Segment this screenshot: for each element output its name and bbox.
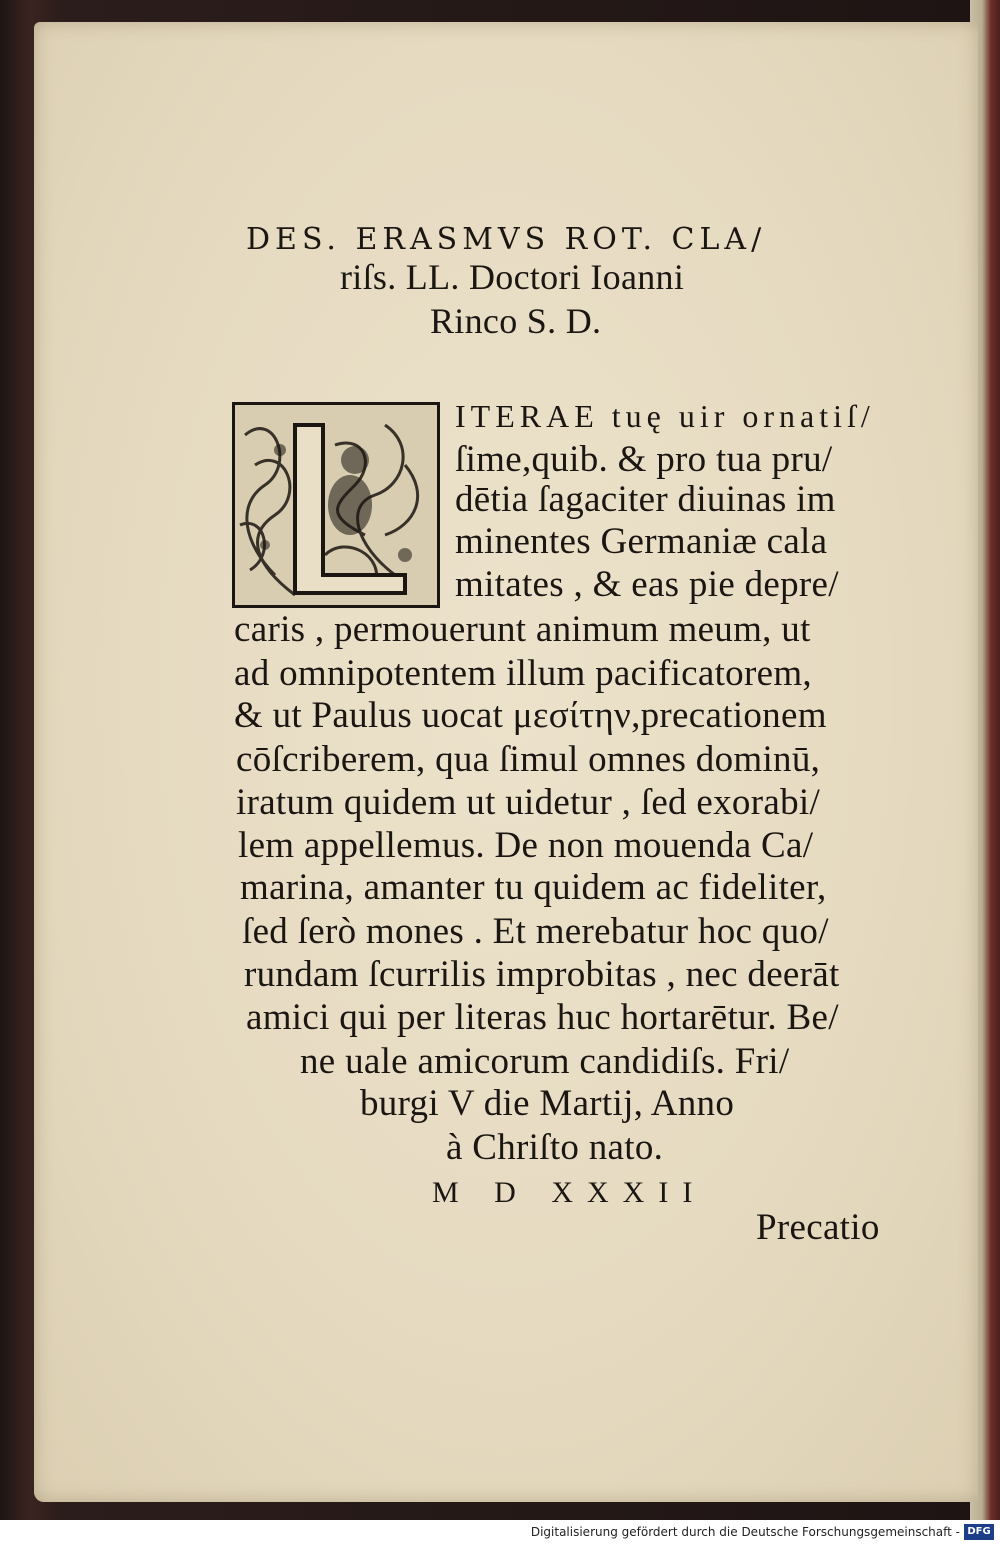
date-year: M D XXXII xyxy=(432,1176,707,1209)
letter-line-14: rundam ſcurrilis improbitas , nec deerāt xyxy=(244,954,840,995)
letter-line-3: dētia ſagaciter diuinas im xyxy=(455,479,836,520)
decorated-initial xyxy=(232,402,440,608)
letter-line-2: ſime,quib. & pro tua pru/ xyxy=(455,439,833,480)
letter-line-1: ITERAE tuę uir ornatiſ/ xyxy=(455,398,875,434)
header-line-2: riſs. LL. Doctori Ioanni xyxy=(340,257,685,297)
letter-line-4: minentes Germaniæ cala xyxy=(455,521,828,562)
header-line-3: Rinco S. D. xyxy=(430,301,602,341)
woodcut-ornament-icon xyxy=(235,405,437,605)
header-line-1: DES. ERASMVS ROT. CLA/ xyxy=(246,222,767,257)
letter-line-12: marina, amanter tu quidem ac fideliter, xyxy=(240,867,827,908)
letter-line-16: ne uale amicorum candidiſs. Fri/ xyxy=(300,1041,790,1082)
dfg-logo-icon: DFG xyxy=(964,1524,994,1540)
letter-line-15: amici qui per literas huc hortarētur. Be/ xyxy=(246,997,839,1038)
letter-line-18: à Chriſto nato. xyxy=(446,1127,664,1168)
letter-line-13: ſed ſerò mones . Et merebatur hoc quo/ xyxy=(242,911,829,952)
letter-line-17: burgi V die Martij, Anno xyxy=(360,1083,735,1124)
letter-line-8: & ut Paulus uocat μεσίτην,precationem xyxy=(234,695,827,736)
letter-line-5: mitates , & eas pie depre/ xyxy=(455,564,839,605)
digitization-footer xyxy=(0,1520,1000,1547)
catchword: Precatio xyxy=(756,1207,880,1248)
letter-line-6: caris , permouerunt animum meum, ut xyxy=(234,609,811,650)
letter-line-10: iratum quidem ut uidetur , ſed exorabi/ xyxy=(236,782,821,823)
letter-line-7: ad omnipotentem illum pacificatorem, xyxy=(234,653,812,694)
letter-line-11: lem appellemus. De non mouenda Ca/ xyxy=(238,825,814,866)
funding-credit: Digitalisierung gefördert durch die Deutsche Forschungsgemeinschaft - xyxy=(530,1525,960,1539)
letter-line-9: cōſcriberem, qua ſimul omnes dominū, xyxy=(236,739,821,780)
